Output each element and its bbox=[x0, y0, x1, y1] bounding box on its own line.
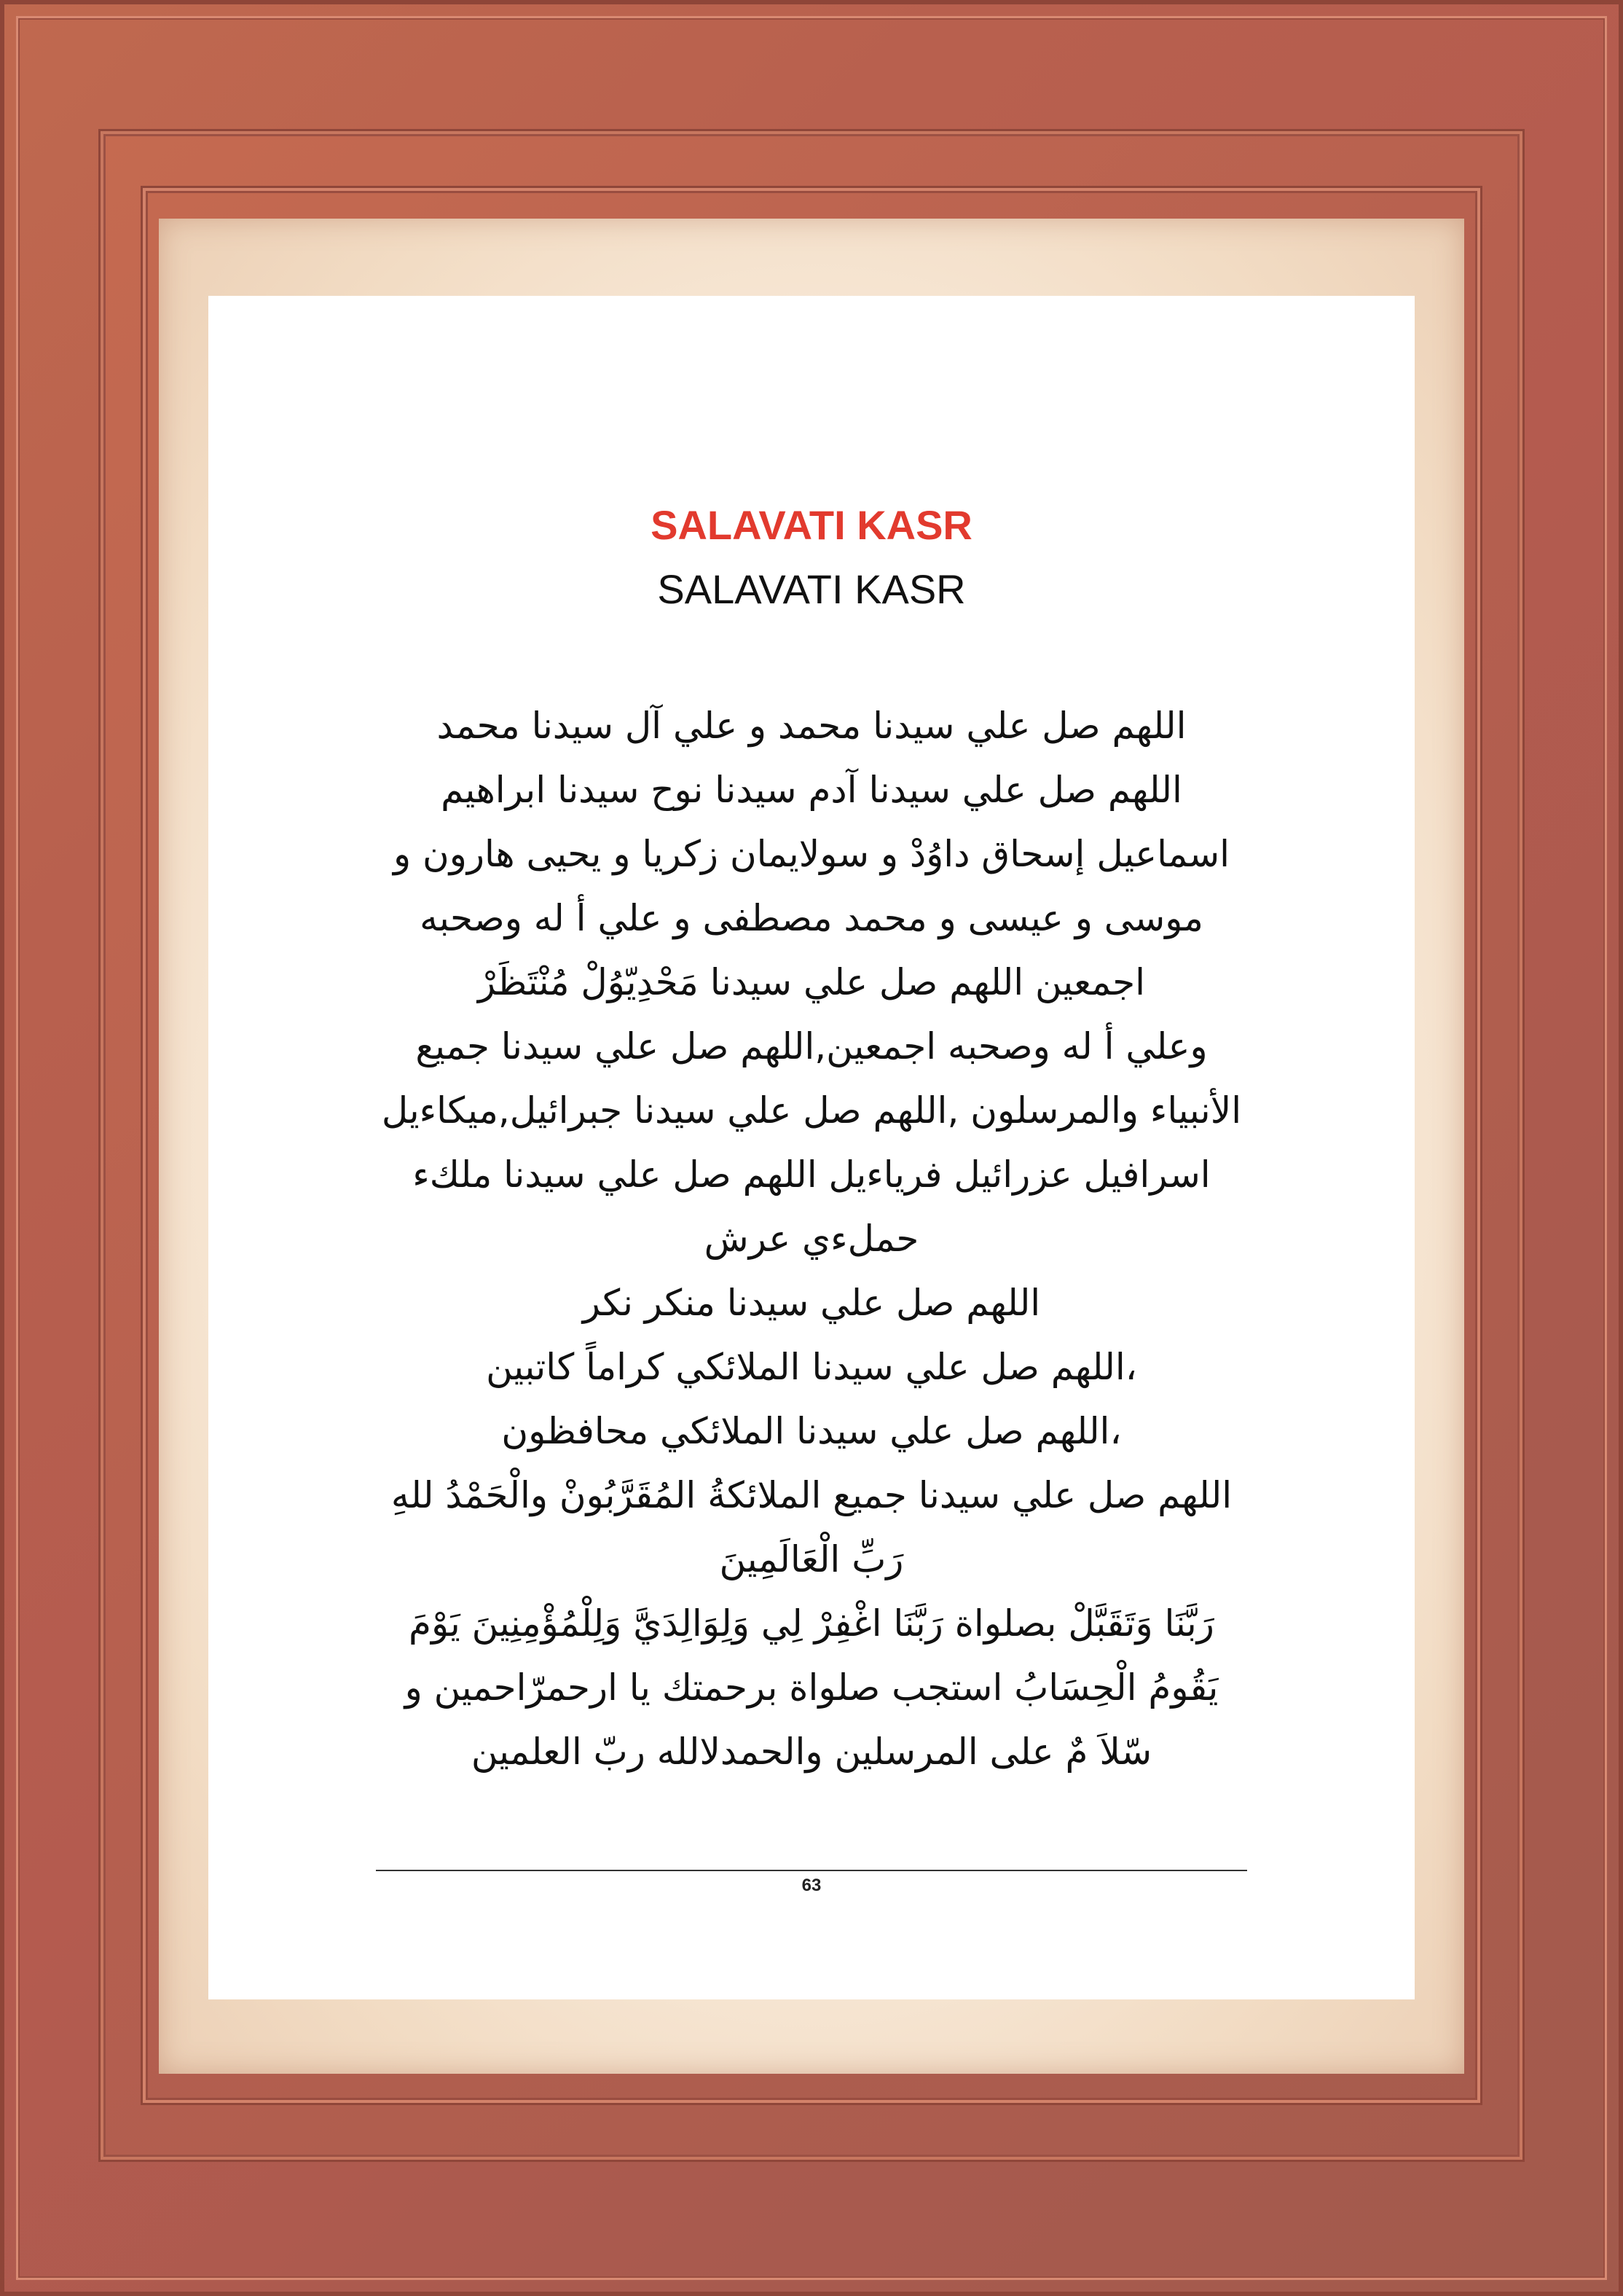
text-line: موسى و عيسى و محمد مصطفى و علي أ له وصحبه bbox=[420, 897, 1203, 939]
text-line: ،اللهم صل علي سيدنا الملائكي محافظون bbox=[501, 1410, 1122, 1452]
page-title-black: SALAVATI KASR bbox=[657, 566, 966, 612]
text-line: يَقُومُ الْحِسَابُ استجب صلواة برحمتك يا ارحمرّاحمين و bbox=[404, 1666, 1219, 1709]
text-line: اللهم صل علي سيدنا آدم سيدنا نوح سيدنا ابراهيم bbox=[441, 769, 1182, 811]
text-line: اسماعيل إسحاق داوُدْ و سولايمان زكريا و يحيى هارون و bbox=[393, 833, 1230, 875]
text-line: اللهم صل علي سيدنا محمد و علي آل سيدنا محمد bbox=[436, 705, 1187, 747]
prayer-text bbox=[321, 694, 1302, 1784]
page-number: 63 bbox=[801, 1876, 822, 1895]
text-line: رَبِّ الْعَالَمِينَ bbox=[719, 1538, 904, 1580]
text-line: ،اللهم صل علي سيدنا الملائكي كراماً كاتبين bbox=[486, 1346, 1137, 1388]
text-line: اسرافيل عزرائيل فرياءيل اللهم صل علي سيدنا ملكء bbox=[412, 1153, 1211, 1196]
text-line: اللهم صل علي سيدنا منكر نكر bbox=[582, 1282, 1041, 1324]
text-line: الأنبياء والمرسلون ,اللهم صل علي سيدنا جبرائيل,ميكاءيل bbox=[381, 1089, 1242, 1132]
text-line: سّلاَ مٌ على المرسلين والحمدلالله ربّ العلمين bbox=[471, 1731, 1152, 1773]
page-title-red: SALAVATI KASR bbox=[651, 502, 972, 548]
text-line: وعلي أ له وصحبه اجمعين,اللهم صل علي سيدنا جميع bbox=[415, 1025, 1208, 1067]
text-line: حملءي عرش bbox=[704, 1218, 919, 1260]
text-line: اجمعين اللهم صل علي سيدنا مَحْدِيّوُلْ مُنْتَظَرْ bbox=[477, 961, 1146, 1003]
text-line: اللهم صل علي سيدنا جميع الملائكةُ المُقَرَّبُونْ والْحَمْدُ للهِ bbox=[390, 1474, 1233, 1516]
footer-divider bbox=[376, 1870, 1247, 1871]
text-line: رَبَّنَا وَتَقَبَّلْ بصلواة رَبَّنَا اغْفِرْ لِي وَلِوَالِدَيَّ وَلِلْمُؤْمِنِينَ يَوْمَ bbox=[409, 1602, 1214, 1645]
